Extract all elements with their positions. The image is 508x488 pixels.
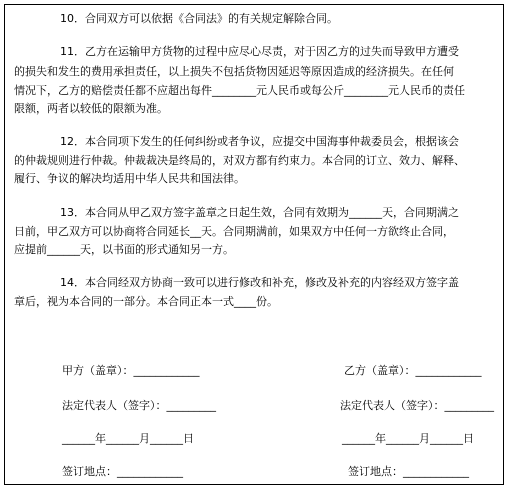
clause-12-line-2: 的仲裁规则进行仲裁。仲裁裁决是终局的，对双方都有约束力。本合同的订立、效力、解释、 <box>14 154 465 167</box>
clause-10-line-1: 10．合同双方可以依据《合同法》的有关规定解除合同。 <box>60 12 338 25</box>
clause-13-line-2: 日前，甲乙双方可以协商将合同延长__天。合同期满前，如果双方中任何一方欲终止合同， <box>14 225 454 238</box>
clause-11-line-1: 11．乙方在运输甲方货物的过程中应尽心尽责，对于因乙方的过失而导致甲方遭受 <box>60 45 459 58</box>
clause-11-line-3: 情况下，乙方的赔偿责任都不应超出每件________元人民币或每公斤________元人民币的责任 <box>14 84 465 97</box>
clause-13-line-1: 13．本合同从甲乙双方签字盖章之日起生效，合同有效期为______天，合同期满之 <box>60 206 459 219</box>
party-b-representative: 法定代表人（签字）：_________ <box>340 399 494 412</box>
party-a-signing-place: 签订地点：____________ <box>62 465 183 478</box>
clause-11-line-2: 的损失和发生的费用承担责任，以上损失不包括货物因延迟等原因造成的经济损失。在任何 <box>14 65 454 78</box>
clause-12-line-1: 12．本合同项下发生的任何纠纷或者争议，应提交中国海事仲裁委员会，根据该会 <box>60 135 459 148</box>
party-b-seal: 乙方（盖章）：____________ <box>344 364 482 377</box>
party-a-seal: 甲方（盖章）：____________ <box>62 364 200 377</box>
clause-14-line-2: 章后，视为本合同的一部分。本合同正本一式____份。 <box>14 295 278 308</box>
party-b-signing-place: 签订地点：____________ <box>348 465 469 478</box>
clause-11-line-4: 限额，两者以较低的限额为准。 <box>14 102 168 115</box>
clause-12-line-3: 履行、争议的解决均适用中华人民共和国法律。 <box>14 172 245 185</box>
clause-14-line-1: 14．本合同经双方协商一致可以进行修改和补充，修改及补充的内容经双方签字盖 <box>60 276 459 289</box>
party-a-representative: 法定代表人（签字）：_________ <box>62 399 216 412</box>
party-b-date: ______年______月______日 <box>342 432 474 445</box>
clause-13-line-3: 应提前______天，以书面的形式通知另一方。 <box>14 243 234 256</box>
party-a-date: ______年______月______日 <box>62 432 194 445</box>
